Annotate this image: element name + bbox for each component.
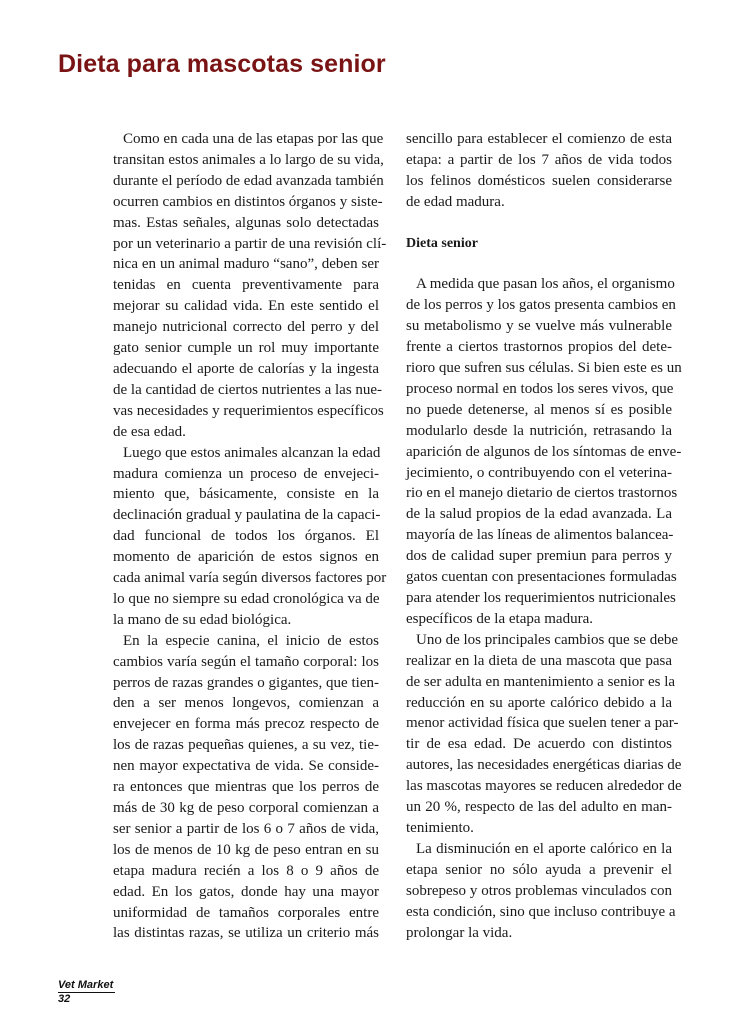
page-number: 32 [58, 993, 71, 1005]
text-line: miento que, básicamente, consiste en la [113, 486, 379, 503]
right-column [406, 129, 682, 943]
text-line: ocurren cambios en distintos órganos y siste- [113, 193, 383, 210]
text-line: jecimiento, o contribuyendo con el veterina- [406, 464, 672, 481]
text-line: A medida que pasan los años, el organismo [416, 276, 675, 293]
text-line: Luego que estos animales alcanzan la edad [123, 444, 381, 461]
text-line: manejo nutricional correcto del perro y del [113, 319, 379, 336]
text-line: de ser adulta en mantenimiento a senior es la [406, 673, 676, 690]
text-line: las mascotas mayores se reducen alrededor de [406, 778, 682, 795]
text-line: dos de calidad super premiun para perros y [406, 548, 672, 565]
text-line: de la cantidad de ciertos nutrientes a las nue- [113, 381, 383, 398]
text-line: etapa: a partir de los 7 años de vida todos [406, 151, 672, 168]
text-line: modularlo desde la nutrición, retrasando la [406, 422, 672, 439]
paragraph [406, 274, 682, 629]
text-line: uniformidad de tamaños corporales entre [113, 904, 379, 921]
text-line: no puede detenerse, al menos sí es posible [406, 401, 672, 418]
spacer [406, 213, 672, 234]
left-column [113, 129, 387, 944]
section-subheading: Dieta senior [406, 235, 478, 251]
text-line: gato senior cumple un rol muy importante [113, 340, 379, 357]
text-line: tenidas en cuenta preventivamente para [113, 277, 379, 294]
text-line: esta condición, sino que incluso contribuye a [406, 903, 676, 920]
text-line: prolongar la vida. [406, 924, 513, 941]
text-line: la mano de su edad biológica. [113, 611, 292, 628]
text-line: de edad madura. [406, 193, 505, 210]
paragraph [113, 631, 379, 945]
text-line: ser senior a partir de los 6 o 7 años de vida, [113, 820, 379, 837]
page-footer [58, 979, 115, 1006]
text-line: rio en el manejo dietario de ciertos trastornos [406, 485, 678, 502]
text-line: durante el período de edad avanzada también [113, 172, 384, 189]
text-line: los de menos de 10 kg de peso entran en su [113, 841, 379, 858]
text-line: nica en un animal maduro “sano”, deben ser [113, 256, 379, 273]
page-title: Dieta para mascotas senior [58, 50, 386, 78]
text-line: aparición de algunos de los síntomas de enve- [406, 443, 682, 460]
text-line: menor actividad física que suelen tener a par- [406, 715, 679, 732]
text-line: madura comienza un proceso de envejeci- [113, 465, 379, 482]
text-line: etapa senior no sólo ayuda a prevenir el [406, 861, 672, 878]
text-line: un 20 %, respecto de las del adulto en man- [406, 799, 672, 816]
text-line: ra entonces que mientras que los perros de [113, 779, 379, 796]
text-line: realizar en la dieta de una mascota que pasa [406, 652, 672, 669]
text-line: frente a ciertos trastornos propios del dete- [406, 339, 672, 356]
text-line: etapa madura recién a los 8 o 9 años de [113, 862, 379, 879]
publication-name: Vet Market [58, 979, 114, 991]
text-line: de esa edad. [113, 423, 186, 440]
text-line: específicos de la etapa madura. [406, 610, 593, 627]
text-line: Como en cada una de las etapas por las que [123, 131, 384, 147]
text-line: edad. En los gatos, donde hay una mayor [113, 883, 379, 900]
text-line: de los perros y los gatos presenta cambios en [406, 297, 676, 314]
text-line: gatos cuentan con presentaciones formuladas [406, 569, 677, 586]
text-line: envejecer en forma más precoz respecto de [113, 716, 379, 733]
text-line: mas. Estas señales, algunas solo detectadas [113, 214, 379, 231]
paragraph [406, 630, 682, 839]
text-line: cada animal varía según diversos factores por [113, 570, 387, 587]
text-line: mejorar su calidad vida. En este sentido el [113, 298, 379, 315]
text-line: tenimiento. [406, 819, 474, 836]
paragraph [406, 839, 676, 944]
text-line: Uno de los principales cambios que se debe [416, 631, 679, 648]
text-line: por un veterinario a partir de una revisión clí- [113, 235, 387, 252]
paragraph [113, 129, 387, 443]
spacer [406, 254, 672, 274]
text-line: autores, las necesidades energéticas diarias de [406, 757, 682, 774]
paragraph [113, 443, 387, 631]
text-line: las distintas razas, se utiliza un criterio más [113, 925, 379, 942]
text-line: La disminución en el aporte calórico en la [416, 840, 672, 857]
text-line: En la especie canina, el inicio de estos [123, 632, 379, 649]
text-line: vas necesidades y requerimientos específicos [113, 402, 384, 419]
text-line: lo que no siempre su edad cronológica va de [113, 590, 380, 607]
text-line: su metabolismo y se vuelve más vulnerable [406, 318, 672, 335]
text-line: reducción en su aporte calórico debido a la [406, 694, 672, 711]
text-line: cambios varía según el tamaño corporal: los [113, 653, 379, 670]
text-line: perros de razas grandes o gigantes, que tien- [113, 674, 379, 691]
text-line: dad funcional de todos los órganos. El [113, 528, 379, 545]
text-line: sencillo para establecer el comienzo de esta [406, 131, 672, 147]
text-line: sobrepeso y otros problemas vinculados con [406, 882, 672, 899]
text-line: declinación gradual y paulatina de la capaci- [113, 507, 381, 524]
text-line: momento de aparición de estos signos en [113, 549, 379, 566]
text-line: den a ser menos longevos, comienzan a [113, 695, 379, 712]
text-line: adecuando el aporte de calorías y la ingesta [113, 360, 379, 377]
text-line: tir de esa edad. De acuerdo con distintos [406, 736, 672, 753]
text-line: proceso normal en todos los seres vivos, que [406, 380, 674, 397]
text-line: mayoría de las líneas de alimentos balancea- [406, 527, 674, 544]
text-line: los de razas pequeñas quienes, a su vez, tie- [113, 737, 379, 754]
paragraph [406, 129, 672, 213]
text-line: rioro que sufren sus células. Si bien este es un [406, 360, 682, 377]
text-line: nen mayor expectativa de vida. Se conside- [113, 758, 379, 775]
text-line: para atender los requerimientos nutricionales [406, 590, 676, 607]
text-line: más de 30 kg de peso corporal comienzan a [113, 800, 379, 816]
text-line: los felinos domésticos suelen considerarse [406, 172, 672, 189]
text-line: de la salud propios de la edad avanzada. La [406, 506, 672, 523]
text-line: transitan estos animales a lo largo de su vida, [113, 151, 384, 168]
